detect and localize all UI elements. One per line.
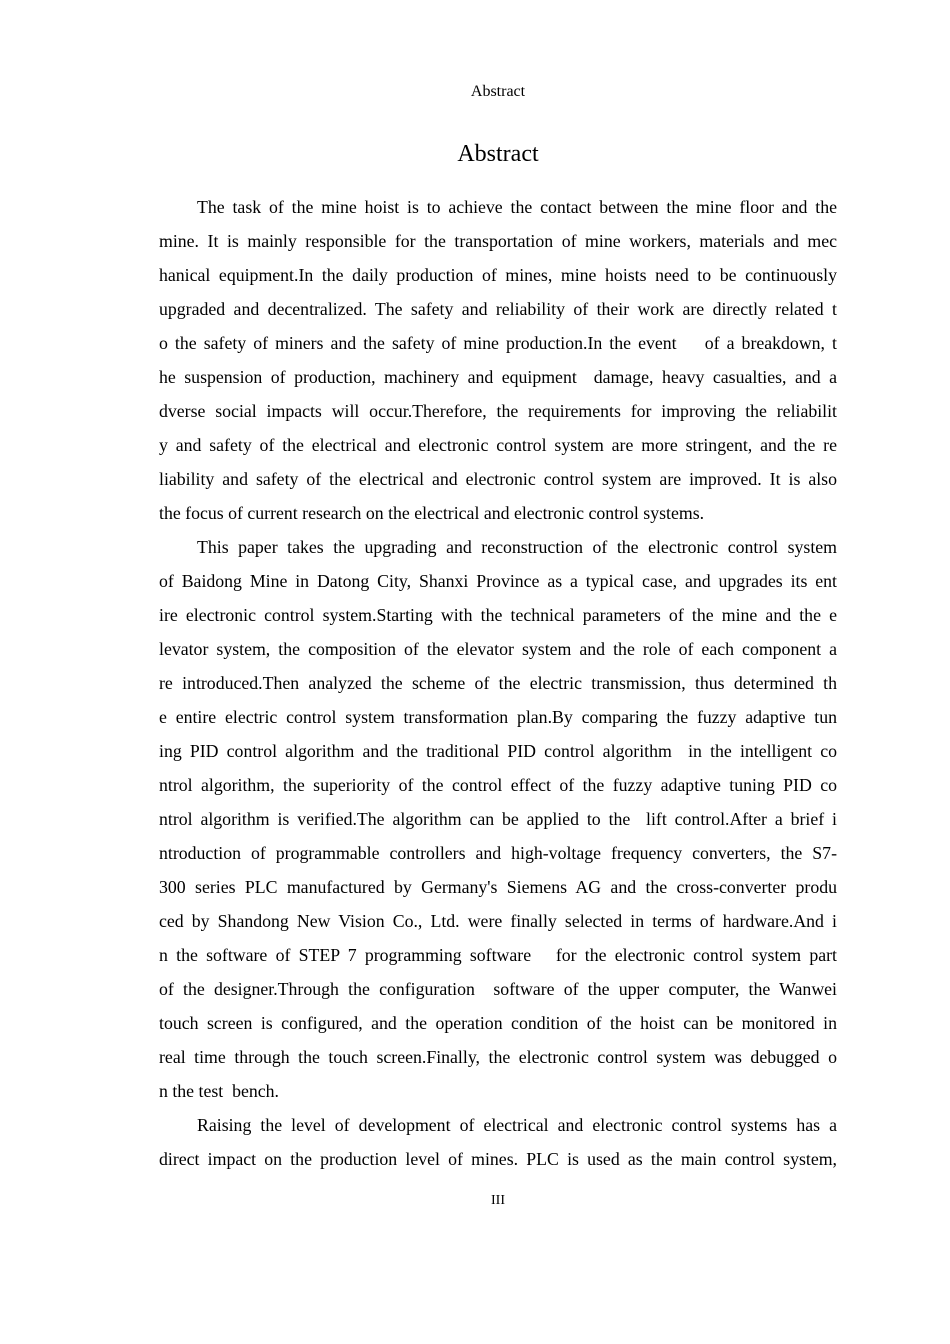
text-line: The task of the mine hoist is to achieve the contact between the mine floor and the bbox=[197, 197, 837, 217]
text-line: hanical equipment.In the daily production of mines, mine hoists need to be continuously bbox=[159, 265, 837, 285]
text-line: e entire electric control system transformation plan.By comparing the fuzzy adaptive tun bbox=[159, 707, 837, 727]
text-line: dverse social impacts will occur.Therefore, the requirements for improving the reliabilit bbox=[159, 401, 837, 421]
text-line: of Baidong Mine in Datong City, Shanxi Province as a typical case, and upgrades its ent bbox=[159, 571, 837, 591]
text-line: liability and safety of the electrical and electronic control system are improved. It is also bbox=[159, 469, 837, 489]
page-number: III bbox=[491, 1193, 505, 1208]
text-line: levator system, the composition of the elevator system and the role of each component a bbox=[159, 639, 837, 659]
text-line: direct impact on the production level of mines. PLC is used as the main control system, bbox=[159, 1149, 837, 1169]
text-line: ntrol algorithm, the superiority of the control effect of the fuzzy adaptive tuning PID co bbox=[159, 775, 837, 795]
text-line: 300 series PLC manufactured by Germany's Siemens AG and the cross-converter produ bbox=[159, 877, 837, 897]
text-line: re introduced.Then analyzed the scheme of the electric transmission, thus determined th bbox=[159, 673, 837, 693]
text-line: o the safety of miners and the safety of mine production.In the event of a breakdown, t bbox=[159, 333, 837, 353]
text-line: real time through the touch screen.Finally, the electronic control system was debugged o bbox=[159, 1047, 837, 1067]
paragraph-3 bbox=[159, 1108, 837, 1176]
text-line: ntrol algorithm is verified.The algorithm can be applied to the lift control.After a brief i bbox=[159, 809, 837, 829]
text-line: ntroduction of programmable controllers and high-voltage frequency converters, the S7- bbox=[159, 843, 837, 863]
text-line: he suspension of production, machinery and equipment damage, heavy casualties, and a bbox=[159, 367, 837, 387]
text-line: This paper takes the upgrading and reconstruction of the electronic control system bbox=[197, 537, 837, 557]
paragraph-1 bbox=[159, 190, 837, 530]
text-line: ced by Shandong New Vision Co., Ltd. were finally selected in terms of hardware.And i bbox=[159, 911, 837, 931]
text-line: of the designer.Through the configuration software of the upper computer, the Wanwei bbox=[159, 979, 837, 999]
page-title: Abstract bbox=[457, 141, 539, 167]
text-line: n the software of STEP 7 programming software for the electronic control system part bbox=[159, 945, 837, 965]
text-line: ing PID control algorithm and the traditional PID control algorithm in the intelligent co bbox=[159, 741, 837, 761]
text-line: n the test bench. bbox=[159, 1081, 279, 1101]
text-line: ire electronic control system.Starting with the technical parameters of the mine and the e bbox=[159, 605, 837, 625]
abstract-body bbox=[159, 190, 837, 1176]
text-line: y and safety of the electrical and electronic control system are more stringent, and the re bbox=[159, 435, 837, 455]
text-line: mine. It is mainly responsible for the transportation of mine workers, materials and mec bbox=[159, 231, 837, 251]
text-line: Raising the level of development of electrical and electronic control systems has a bbox=[197, 1115, 837, 1135]
text-line: upgraded and decentralized. The safety and reliability of their work are directly related t bbox=[159, 299, 837, 319]
text-line: touch screen is configured, and the operation condition of the hoist can be monitored in bbox=[159, 1013, 837, 1033]
paragraph-2 bbox=[159, 530, 837, 1108]
text-line: the focus of current research on the electrical and electronic control systems. bbox=[159, 503, 705, 523]
running-header: Abstract bbox=[470, 83, 526, 100]
